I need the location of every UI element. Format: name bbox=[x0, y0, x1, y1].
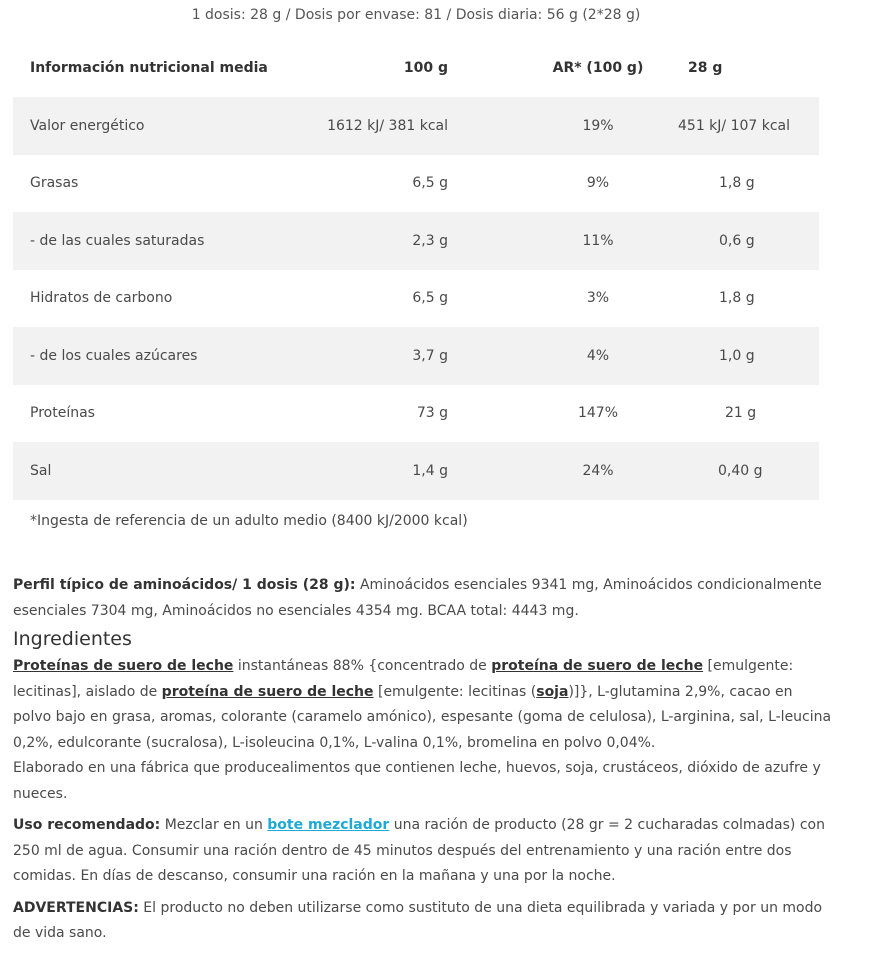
allergen-text: proteína de suero de leche bbox=[491, 658, 704, 674]
allergen-text: soja bbox=[536, 683, 569, 700]
table-cell: - de los cuales azúcares bbox=[30, 347, 198, 364]
table-cell: 19% bbox=[582, 117, 614, 134]
ingredients-title: Ingredientes bbox=[13, 628, 132, 650]
table-cell: 11% bbox=[582, 232, 614, 249]
table-cell: 73 g bbox=[416, 405, 448, 422]
warnings-section bbox=[13, 896, 833, 947]
header-cell: 28 g bbox=[688, 60, 723, 76]
ingredient-span: [emulgente: lecitinas ( bbox=[373, 683, 537, 700]
ingredient-span: )]}, L-glutamina 2,9%, cacao en polvo bajo en grasa, aromas, colorante (caramelo amónico), espesante (goma de celulosa), L-arginina, sal, L-leucina 0,2%, edulcorante (sucralosa), L-isoleucina 0,1%, L-valina 0,1%, bromelina en polvo 0,04%. bbox=[13, 683, 832, 751]
table-cell: Grasas bbox=[30, 175, 79, 192]
allergen-text: proteína de suero de leche bbox=[161, 683, 374, 700]
table-cell: 9% bbox=[586, 175, 610, 192]
table-cell: 1,8 g bbox=[719, 175, 755, 192]
table-row bbox=[13, 442, 819, 500]
table-cell: Valor energético bbox=[30, 117, 145, 134]
table-cell: 451 kJ/ 107 kcal bbox=[678, 117, 791, 134]
table-cell: 1,8 g bbox=[719, 290, 755, 307]
allergen-text: Proteínas de suero de leche bbox=[13, 658, 234, 674]
table-cell: 147% bbox=[577, 405, 619, 422]
aminoacid-label: Perfil típico de aminoácidos/ 1 dosis (28 g): bbox=[13, 577, 356, 593]
table-header-row bbox=[13, 39, 819, 97]
nutrition-table bbox=[13, 39, 819, 542]
header-cell: Información nutricional media bbox=[30, 60, 268, 76]
usage-text: Mezclar en un bbox=[160, 817, 268, 833]
table-cell: 3,7 g bbox=[412, 347, 448, 364]
aminoacid-profile bbox=[13, 573, 833, 624]
ingredient-span: instantáneas 88% {concentrado de bbox=[233, 658, 492, 674]
warnings-text: El producto no deben utilizarse como sustituto de una dieta equilibrada y variada y por un modo de vida sano. bbox=[13, 899, 823, 941]
table-row bbox=[13, 327, 819, 385]
table-cell: 6,5 g bbox=[412, 290, 448, 307]
table-cell: 2,3 g bbox=[412, 232, 448, 249]
table-row bbox=[13, 385, 819, 443]
table-cell: 6,5 g bbox=[412, 175, 448, 192]
table-footnote: *Ingesta de referencia de un adulto medio (8400 kJ/2000 kcal) bbox=[13, 500, 819, 542]
table-cell: Hidratos de carbono bbox=[30, 290, 173, 307]
usage-section bbox=[13, 813, 833, 890]
usage-text: una ración de producto (28 gr = 2 cucharadas colmadas) con 250 ml de agua. Consumir una ración dentro de 45 minutos después del entrenamiento y una ración entre dos comidas. En días de descanso, consumir una ración en la mañana y una por la noche. bbox=[13, 817, 825, 884]
table-row bbox=[13, 212, 819, 270]
table-row bbox=[13, 97, 819, 155]
table-cell: 1,0 g bbox=[719, 347, 755, 364]
table-cell: - de las cuales saturadas bbox=[30, 232, 205, 249]
table-cell: 0,6 g bbox=[719, 232, 755, 249]
table-cell: 21 g bbox=[725, 405, 757, 422]
aminoacid-text: Aminoácidos esenciales 9341 mg, Aminoácidos condicionalmente esenciales 7304 mg, Aminoácidos no esenciales 4354 mg. BCAA total: 4443 mg. bbox=[13, 577, 822, 619]
shaker-link[interactable]: bote mezclador bbox=[267, 817, 390, 833]
warnings-label: ADVERTENCIAS: bbox=[13, 899, 139, 916]
table-cell: Proteínas bbox=[30, 405, 95, 422]
table-cell: 1,4 g bbox=[412, 462, 448, 479]
table-cell: 1612 kJ/ 381 kcal bbox=[327, 117, 448, 134]
header-cell: AR* (100 g) bbox=[552, 60, 644, 76]
header-cell: 100 g bbox=[403, 60, 448, 76]
dosis-info: 1 dosis: 28 g / Dosis por envase: 81 / Dosis diaria: 56 g (2*28 g) bbox=[191, 7, 641, 23]
ingredients-text bbox=[13, 654, 833, 756]
usage-label: Uso recomendado: bbox=[13, 817, 161, 833]
product-info bbox=[13, 573, 833, 947]
table-row bbox=[13, 270, 819, 328]
ingredient-span: [emulgente: lecitinas], aislado de bbox=[13, 658, 794, 700]
table-cell: 4% bbox=[586, 347, 610, 364]
table-cell: 0,40 g bbox=[718, 462, 763, 479]
table-cell: 3% bbox=[586, 290, 610, 307]
table-cell: 24% bbox=[582, 462, 614, 479]
factory-note: Elaborado en una fábrica que producealimentos que contienen leche, huevos, soja, crustáceos, dióxido de azufre y nueces. bbox=[13, 760, 821, 802]
table-cell: Sal bbox=[30, 462, 52, 479]
table-row bbox=[13, 155, 819, 213]
